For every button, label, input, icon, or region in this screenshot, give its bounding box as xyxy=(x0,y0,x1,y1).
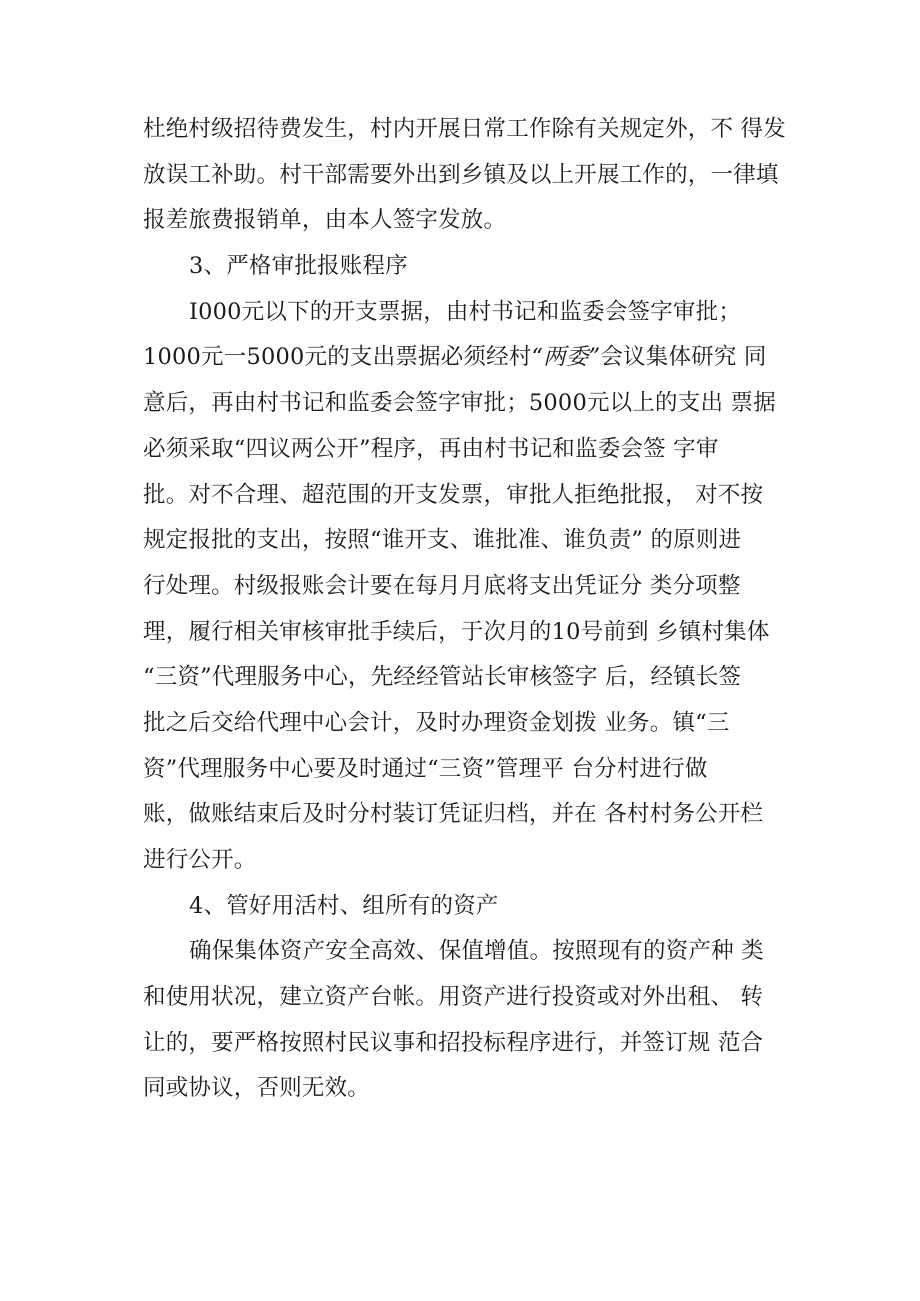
text-line: 报差旅费报销单，由本人签字发放。 xyxy=(143,207,507,234)
text-segment: 1000元一5000元的支出票据必须经村 xyxy=(143,344,532,371)
text-line: 意后，再由村书记和监委会签字审批；5000元以上的支出 票据 xyxy=(143,390,776,417)
text-segment: 会议集体研究 同 xyxy=(600,344,767,371)
text-line: 账，做账结束后及时分村装订凭证归档，并在 各村村务公开栏 xyxy=(143,801,764,828)
text-line: 确保集体资产安全高效、保值增值。按照现有的资产种 类 xyxy=(189,938,764,965)
section-heading-4: 4、管好用活村、组所有的资产 xyxy=(189,892,499,919)
text-line: 理，履行相关审核审批手续后，于次月的10号前到 乡镇村集体 xyxy=(143,618,770,645)
text-line: 同或协议，否则无效。 xyxy=(143,1075,371,1102)
text-line: 杜绝村级招待费发生，村内开展日常工作除有关规定外，不 得发 xyxy=(143,116,786,142)
document-body xyxy=(143,107,803,1112)
text-line: 进行公开。 xyxy=(143,847,257,873)
text-line: I000元以下的开支票据，由村书记和监委会签字审批； xyxy=(189,298,742,325)
text-line: 行处理。村级报账会计要在每月月底将支出凭证分 类分项整 xyxy=(143,572,741,599)
text-line xyxy=(143,335,803,381)
text-line: “三资”代理服务中心，先经经管站长审核签字 后，经镇长签 xyxy=(143,664,742,691)
text-line: 批之后交给代理中心会计，及时办理资金划拨 业务。镇“三 xyxy=(143,709,730,736)
section-heading-3: 3、严格审批报账程序 xyxy=(189,253,408,280)
text-line: 资”代理服务中心要及时通过“三资”管理平 台分村进行做 xyxy=(143,755,708,782)
text-line: 和使用状况，建立资产台帐。用资产进行投资或对外出租、 转 xyxy=(143,984,764,1011)
text-line: 放误工补助。村干部需要外出到乡镇及以上开展工作的，一律填 xyxy=(143,161,779,188)
text-line: 批。对不合理、超范围的开支发票，审批人拒绝批报， 对不按 xyxy=(143,481,764,508)
text-line: 必须采取“四议两公开”程序，再由村书记和监委会签 字审 xyxy=(143,435,719,462)
italic-quote: “两委” xyxy=(531,344,601,371)
text-line: 规定报批的支出，按照“谁开支、谁批准、谁负责” 的原则进 xyxy=(143,527,742,554)
text-line: 让的，要严格按照村民议事和招投标程序进行，并签订规 范合 xyxy=(143,1029,764,1056)
